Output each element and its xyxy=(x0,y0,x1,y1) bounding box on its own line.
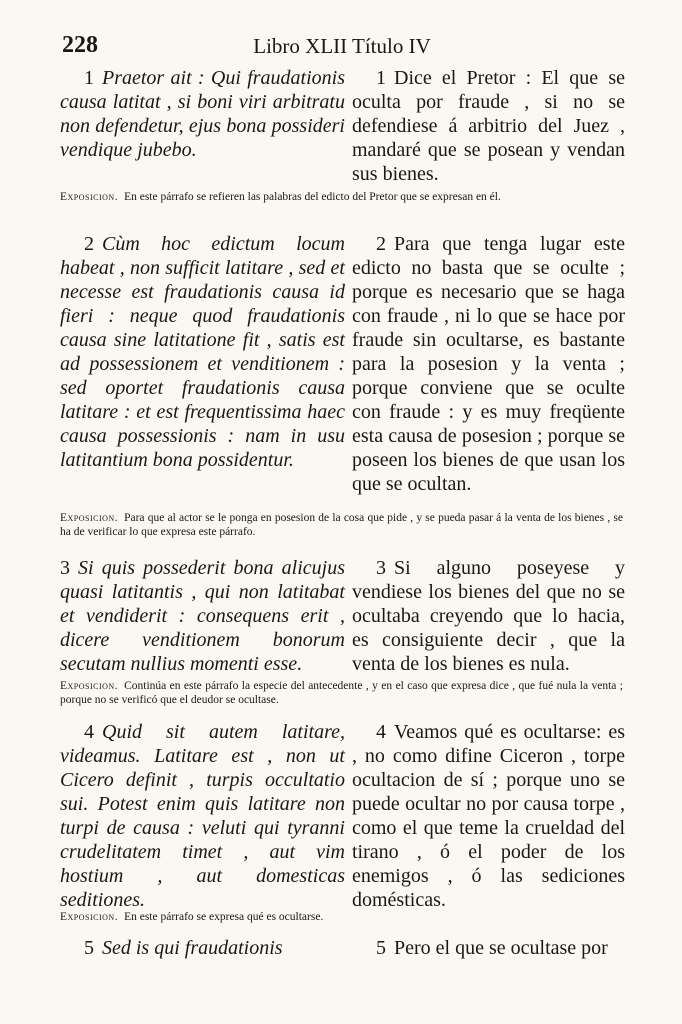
exposition-label: Exposicion. xyxy=(60,191,119,203)
exposition-label: Exposicion. xyxy=(60,512,119,524)
exposition-text: En este párrafo se expresa qué es ocultarse. xyxy=(124,911,324,923)
exposition-text: Continúa en este párrafo la especie del antecedente , y en el caso que expresa dice , que fué nula la venta ; porque no se verificó que el deudor se ocultase. xyxy=(60,680,623,706)
section-number: 5 xyxy=(84,937,94,959)
section-number: 1 xyxy=(84,67,94,89)
section-number: 1 xyxy=(376,67,386,89)
latin-paragraph: Si quis possederit bona alicujus quasi latitantis , qui non latitabat et vendiderit : consequens erit , dicere venditionem bonorum secutam nullius momenti esse. xyxy=(60,557,345,675)
latin-paragraph: Sed is qui fraudationis xyxy=(102,937,283,959)
latin-text xyxy=(60,232,345,472)
exposition-text: Para que al actor se le ponga en posesion de la cosa que pide , y se pueda pasar á la venta de los bienes , se ha de verificar lo que expresa este párrafo. xyxy=(60,512,623,538)
spanish-text xyxy=(352,720,625,912)
exposition-1 xyxy=(60,190,623,204)
exposition-3 xyxy=(60,679,623,707)
exposition-4 xyxy=(60,910,623,924)
spanish-text xyxy=(352,66,625,186)
latin-text xyxy=(60,556,345,676)
latin-paragraph: Quid sit autem latitare, videamus. Latitare est , non ut Cicero definit , turpis occultatio sui. Potest enim quis latitare non turpi de causa : veluti qui tyranni crudelitatem timet , aut vim hostium , aut domesticas seditiones. xyxy=(60,721,345,911)
latin-text xyxy=(60,720,345,912)
latin-text xyxy=(60,66,345,162)
spanish-paragraph: Si alguno poseyese y vendiese los bienes del que no se ocultaba creyendo que lo hacia, es consiguiente decir , que la venta de los bienes es nula. xyxy=(352,557,625,675)
exposition-2 xyxy=(60,511,623,539)
exposition-label: Exposicion. xyxy=(60,680,119,692)
spanish-paragraph: Para que tenga lugar este edicto no basta que se oculte ; porque es necesario que se haga con fraude , ni lo que se hace por fraude sin ocultarse, es bastante para la posesion y la venta ; porque conviene que se oculte con fraude : y es muy freqüente esta causa de posesion ; porque se poseen los bienes de que usan los que se ocultan. xyxy=(352,233,625,495)
exposition-text: En este párrafo se refieren las palabras del edicto del Pretor que se expresan en él. xyxy=(124,191,501,203)
exposition-label: Exposicion. xyxy=(60,911,119,923)
section-number: 4 xyxy=(376,721,386,743)
section-number: 4 xyxy=(84,721,94,743)
running-title: Libro XLII Título IV xyxy=(253,34,431,58)
spanish-text xyxy=(352,556,625,676)
section-number: 5 xyxy=(376,937,386,959)
spanish-text xyxy=(352,232,625,496)
section-number: 3 xyxy=(376,557,386,579)
latin-paragraph: Cùm hoc edictum locum habeat , non sufficit latitare , sed et necesse est fraudationis causa id fieri : neque quod fraudationis causa sine latitatione fit , satis est ad possessionem et venditionem : sed oportet fraudationis causa latitare : et est frequentissima haec causa possessionis : nam in usu latitantium bona possidentur. xyxy=(60,233,345,471)
section-number: 2 xyxy=(376,233,386,255)
spanish-text xyxy=(352,936,625,960)
spanish-paragraph: Dice el Pretor : El que se oculta por fraude , si no se defendiese á arbitrio del Juez , mandaré que se posean y vendan sus bienes. xyxy=(352,67,625,185)
latin-text xyxy=(60,936,345,960)
spanish-paragraph: Pero el que se ocultase por xyxy=(394,937,608,959)
section-number: 2 xyxy=(84,233,94,255)
page-number: 228 xyxy=(62,32,98,58)
latin-paragraph: Praetor ait : Qui fraudationis causa latitat , si boni viri arbitratu non defendetur, ejus bona possideri vendique jubebo. xyxy=(60,67,345,161)
spanish-paragraph: Veamos qué es ocultarse: es , no como difine Ciceron , torpe ocultacion de sí ; porque uno se puede ocultar no por causa torpe , como el que teme la crueldad del tirano , ó el poder de los enemigos , ó las sediciones domésticas. xyxy=(352,721,625,911)
page-header xyxy=(62,32,622,62)
section-number: 3 xyxy=(60,557,70,579)
